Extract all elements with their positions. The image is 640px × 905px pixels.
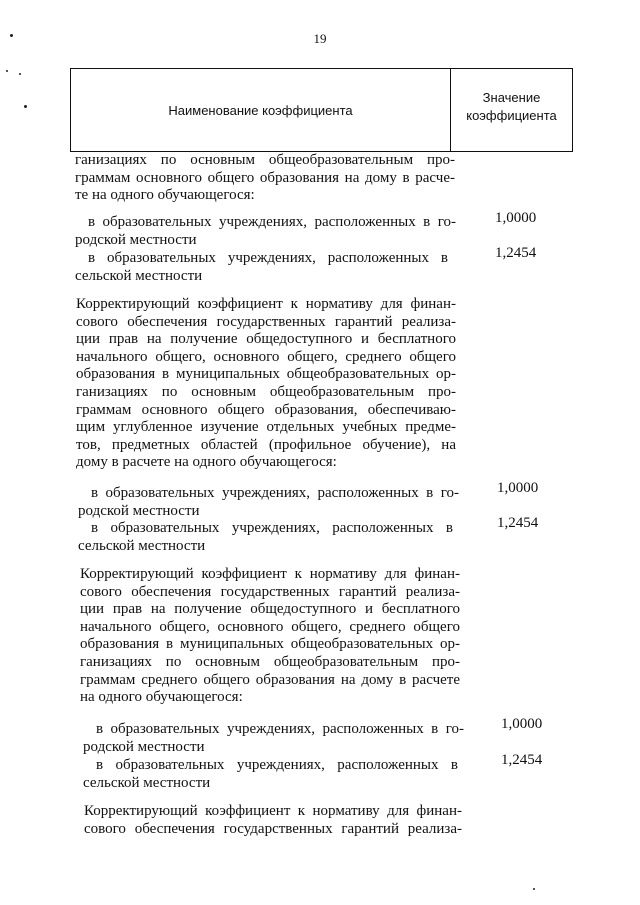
text-line: граммам основного общего образования на дому в расче-	[75, 169, 455, 186]
column-header-value	[451, 69, 572, 151]
table-header	[70, 68, 573, 152]
scan-artifact-dot	[6, 70, 8, 72]
text-line: в образовательных учреждениях, расположенных в	[96, 757, 458, 773]
text-line: родской местности	[83, 738, 205, 755]
text-line: родской местности	[78, 502, 200, 519]
column-header-value-line1: Значение	[482, 90, 541, 105]
text-line: граммам среднего общего образования на дому в расчете	[80, 671, 460, 688]
section1-row2-value: 1,2454	[495, 245, 537, 261]
text-line: Корректирующий коэффициент к нормативу для финан-	[80, 566, 460, 582]
text-line: граммам основного общего образования, обеспечиваю-	[76, 401, 456, 418]
text-line: ганизациях по основным общеобразовательным про-	[75, 152, 455, 168]
text-line: ганизациях по основным общеобразовательным про-	[80, 653, 460, 670]
text-line: в образовательных учреждениях, расположенных в го-	[91, 485, 459, 501]
section3-row2-label	[83, 757, 458, 792]
scan-artifact-dot	[533, 888, 535, 890]
text-line: образования в муниципальных общеобразовательных ор-	[80, 636, 460, 653]
text-line: сового обеспечения государственных гарантий реализа-	[84, 820, 462, 837]
text-line: в образовательных учреждениях, расположенных в	[88, 250, 448, 266]
scan-artifact-dot	[19, 73, 21, 75]
text-line: дому в расчете на одного обучающегося:	[76, 454, 337, 471]
text-line: начального общего, основного общего, среднего общего	[80, 618, 460, 635]
text-line: сового обеспечения государственных гарантий реализа-	[80, 583, 460, 600]
section4-intro	[84, 803, 462, 838]
section2-intro	[76, 296, 456, 472]
section3-row2-value: 1,2454	[501, 752, 543, 768]
section1-intro	[75, 152, 455, 205]
section2-row2-label	[78, 520, 453, 555]
section3-row1-value: 1,0000	[501, 716, 543, 732]
section2-row2-value: 1,2454	[497, 515, 539, 531]
text-line: начального общего, основного общего, среднего общего	[76, 348, 456, 365]
text-line: сельской местности	[75, 267, 203, 284]
scan-artifact-dot	[24, 105, 27, 108]
text-line: сового обеспечения государственных гарантий реализа-	[76, 313, 456, 330]
text-line: в образовательных учреждениях, расположенных в го-	[88, 214, 456, 230]
text-line: те на одного обучающегося:	[75, 187, 255, 204]
text-line: сельской местности	[78, 537, 206, 554]
section1-row1-label	[75, 214, 456, 249]
text-line: в образовательных учреждениях, расположенных в го-	[96, 721, 464, 737]
text-line: в образовательных учреждениях, расположенных в	[91, 520, 453, 536]
text-line: ции прав на получение общедоступного и бесплатного	[80, 601, 460, 618]
section2-row1-value: 1,0000	[497, 480, 539, 496]
section1-row2-label	[75, 250, 448, 285]
text-line: ции прав на получение общедоступного и бесплатного	[76, 331, 456, 348]
text-line: образования в муниципальных общеобразовательных ор-	[76, 366, 456, 383]
column-header-value-line2: коэффициента	[466, 108, 557, 123]
section3-intro	[80, 566, 460, 707]
text-line: Корректирующий коэффициент к нормативу для финан-	[76, 296, 456, 312]
column-header-name: Наименование коэффициента	[71, 69, 451, 151]
text-line: Корректирующий коэффициент к нормативу для финан-	[84, 803, 462, 819]
text-line: ганизациях по основным общеобразовательным про-	[76, 383, 456, 400]
text-line: щим углубленное изучение отдельных учебных предме-	[76, 419, 456, 436]
page-number: 19	[313, 31, 327, 46]
text-line: на одного обучающегося:	[80, 689, 243, 706]
text-line: тов, предметных областей (профильное обучение), на	[76, 436, 456, 453]
text-line: сельской местности	[83, 774, 211, 791]
section3-row1-label	[83, 721, 464, 756]
text-line: родской местности	[75, 231, 197, 248]
section1-row1-value: 1,0000	[495, 210, 537, 226]
section2-row1-label	[78, 485, 459, 520]
